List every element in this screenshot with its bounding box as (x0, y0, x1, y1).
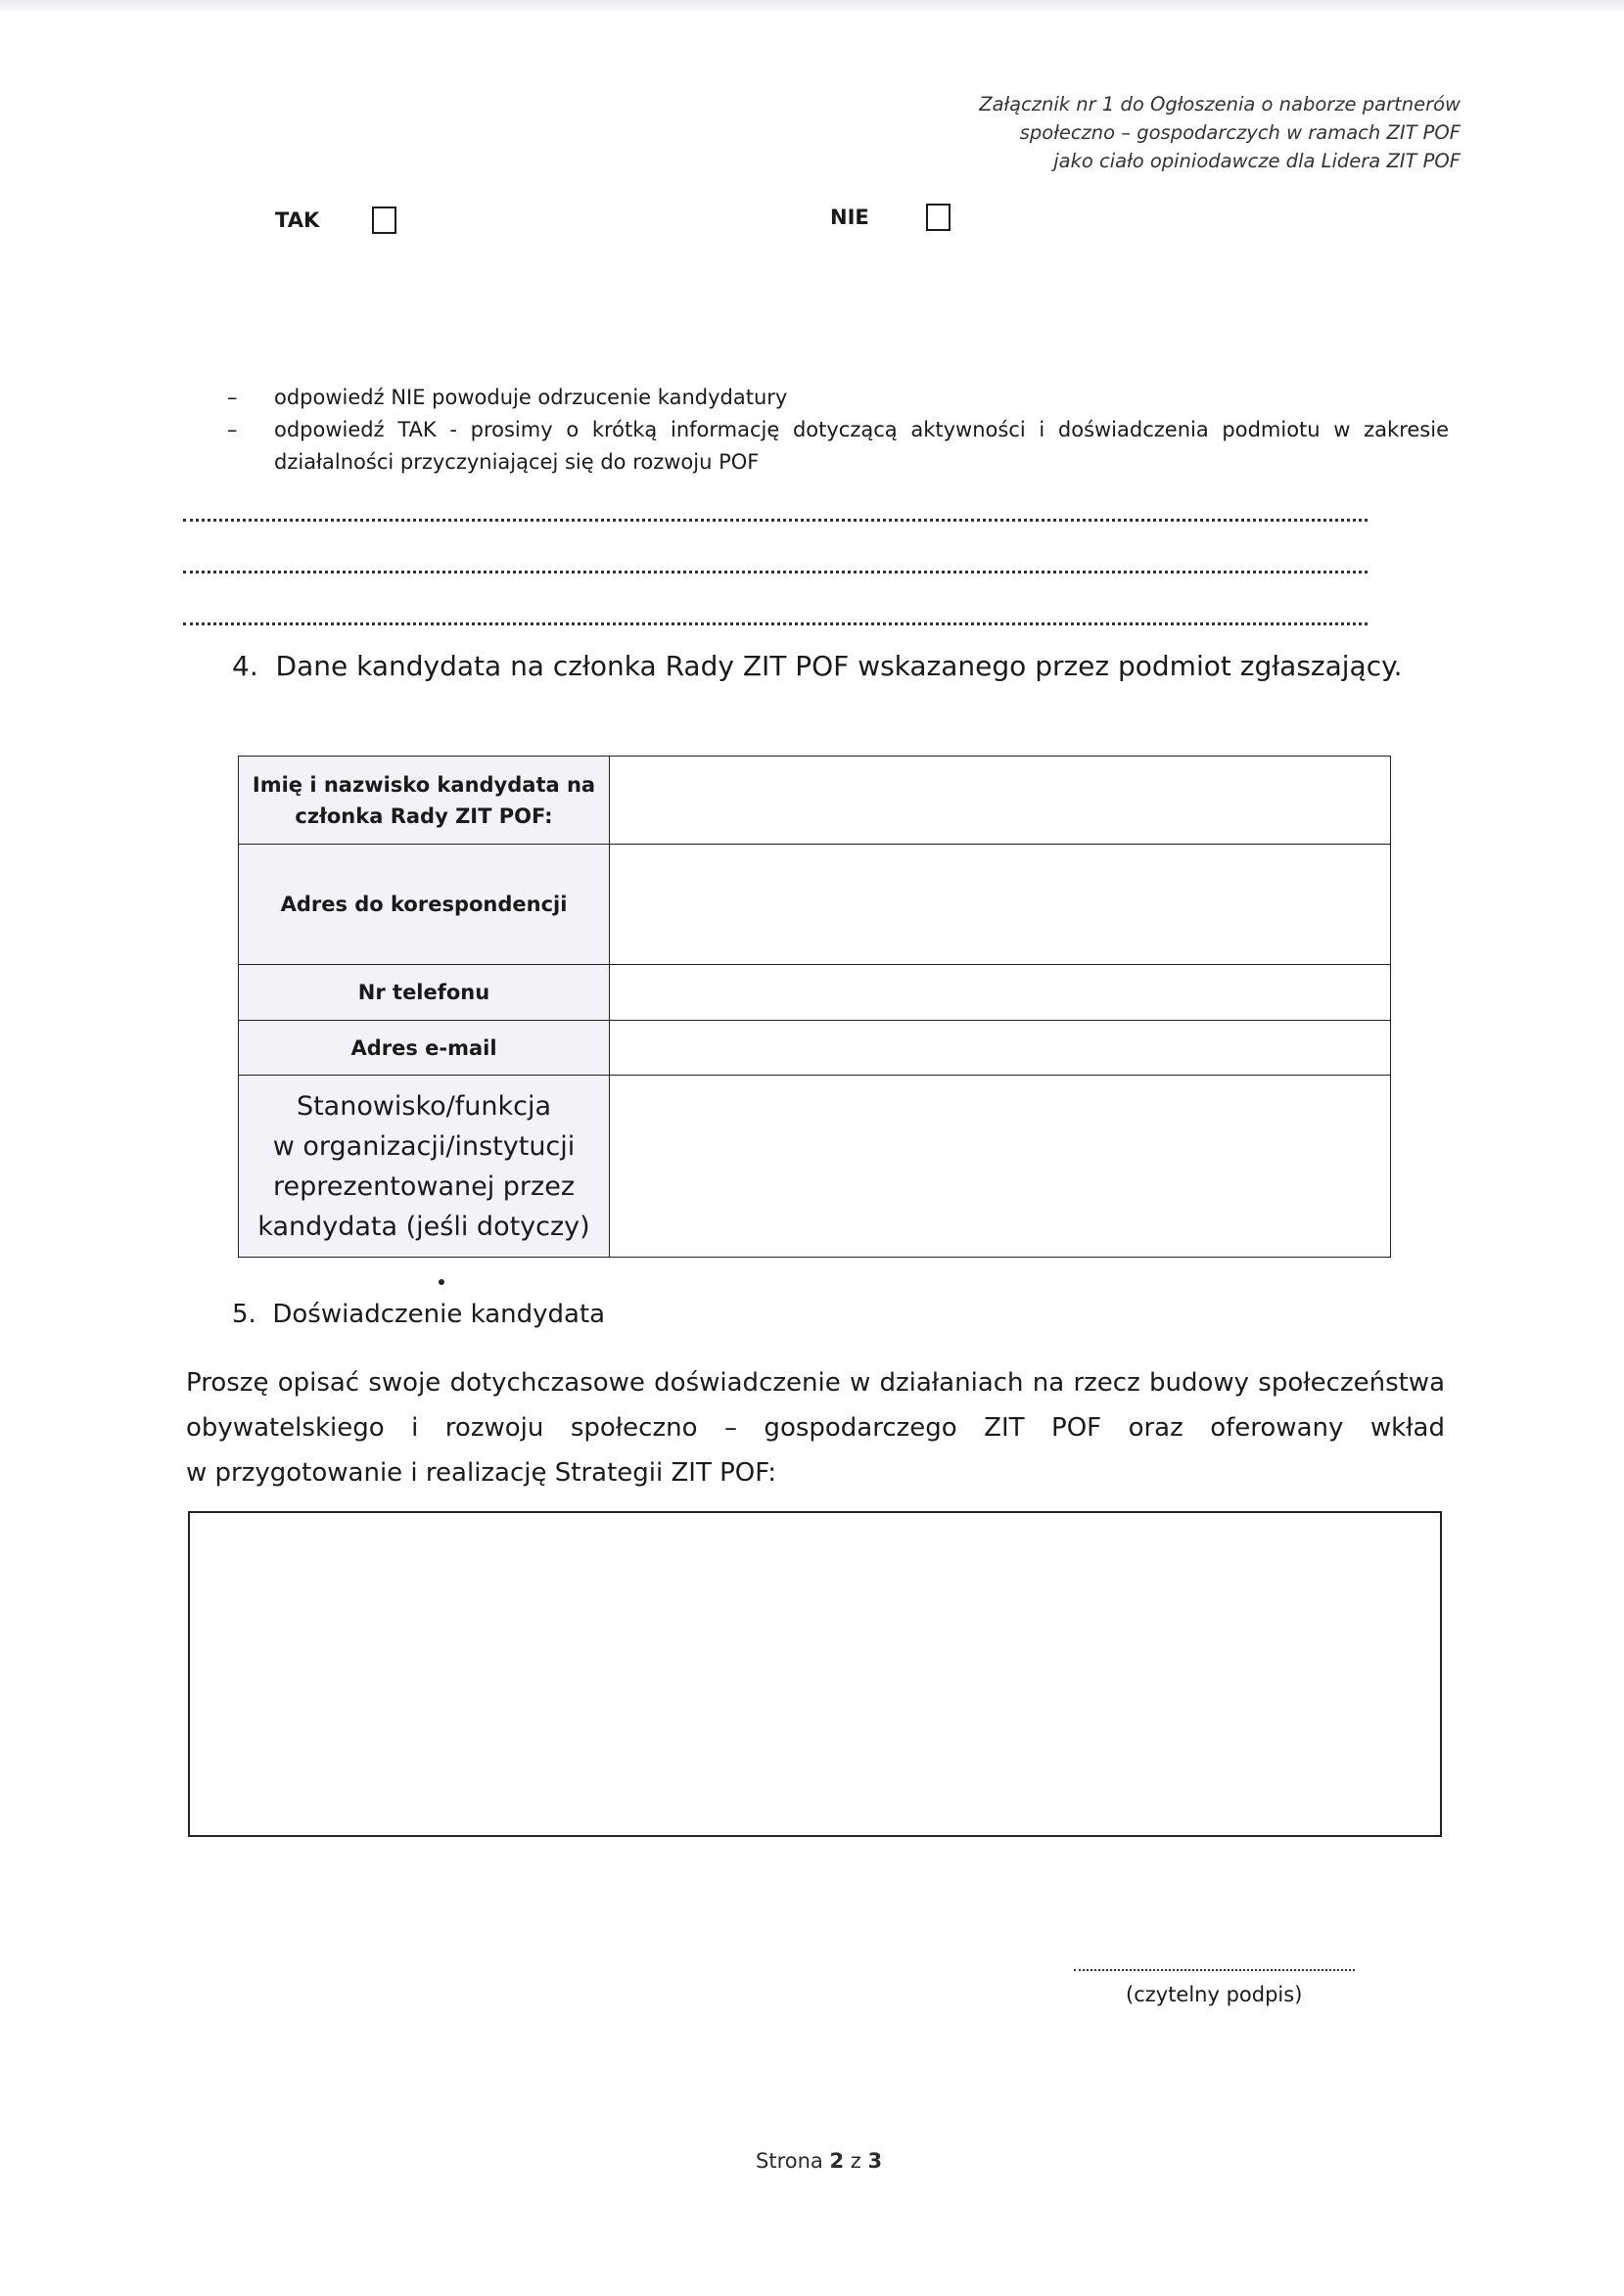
position-field[interactable] (610, 1076, 1391, 1258)
label-line: członka Rady ZIT POF: (295, 804, 553, 828)
stray-dot (439, 1279, 444, 1285)
section-number: 4. (232, 650, 258, 682)
phone-label: Nr telefonu (239, 965, 610, 1021)
position-label (239, 1076, 610, 1258)
yes-checkbox[interactable] (372, 207, 396, 234)
page-separator: z (850, 2149, 861, 2173)
page-total: 3 (867, 2149, 883, 2173)
yes-label: TAK (275, 208, 320, 232)
no-label: NIE (830, 206, 869, 229)
table-row (239, 757, 1391, 845)
label-line: Stanowisko/funkcja (296, 1090, 552, 1122)
prompt-line: obywatelskiego i rozwoju społeczno – gospodarczego ZIT POF oraz oferowany wkład (186, 1413, 1445, 1443)
table-row (239, 1076, 1391, 1258)
section-5-heading (232, 1300, 605, 1329)
name-label (239, 757, 610, 845)
annex-line: Załącznik nr 1 do Ogłoszenia o naborze partnerów (979, 93, 1461, 115)
section-title: Doświadczenie kandydata (272, 1300, 606, 1329)
note-item (227, 382, 1451, 414)
email-field[interactable] (610, 1021, 1391, 1076)
page-number (756, 2149, 882, 2173)
scan-edge (0, 0, 1624, 14)
experience-prompt (186, 1360, 1445, 1495)
annex-header (775, 90, 1461, 175)
signature-line[interactable] (1074, 1969, 1355, 1971)
label-line: kandydata (jeśli dotyczy) (257, 1211, 590, 1242)
name-field[interactable] (610, 757, 1391, 845)
page-prefix: Strona (756, 2149, 823, 2173)
dotted-answer-line[interactable] (183, 622, 1368, 625)
section-number: 5. (232, 1300, 256, 1329)
annex-line: społeczno – gospodarczych w ramach ZIT POF (1019, 121, 1461, 144)
signature-label: (czytelny podpis) (1126, 1983, 1303, 2006)
table-row (239, 1021, 1391, 1076)
note-item (227, 414, 1451, 479)
candidate-data-table (238, 756, 1391, 1258)
no-checkbox[interactable] (926, 204, 951, 231)
note-text-continued: działalności przyczyniającej się do rozwoju POF (274, 450, 760, 474)
notes-list (227, 382, 1451, 479)
label-line: reprezentowanej przez (272, 1171, 575, 1202)
dotted-answer-line[interactable] (183, 519, 1368, 522)
page-current: 2 (829, 2149, 845, 2173)
phone-field[interactable] (610, 965, 1391, 1021)
email-label: Adres e-mail (239, 1021, 610, 1076)
section-title: Dane kandydata na członka Rady ZIT POF wskazanego przez podmiot zgłaszający. (275, 650, 1403, 682)
label-line: w organizacji/instytucji (272, 1130, 576, 1162)
table-row (239, 845, 1391, 965)
prompt-line: w przygotowanie i realizację Strategii ZIT POF: (186, 1458, 776, 1488)
note-text: odpowiedź NIE powoduje odrzucenie kandydatury (274, 386, 788, 409)
label-line: Imię i nazwisko kandydata na (252, 772, 596, 797)
section-4-heading (232, 650, 1403, 682)
experience-answer-box[interactable] (188, 1511, 1442, 1837)
address-label: Adres do korespondencji (239, 845, 610, 965)
table-row (239, 965, 1391, 1021)
prompt-line: Proszę opisać swoje dotychczasowe doświadczenie w działaniach na rzecz budowy społeczeństwa (186, 1368, 1445, 1398)
address-field[interactable] (610, 845, 1391, 965)
dotted-answer-line[interactable] (183, 571, 1368, 574)
note-text: – odpowiedź TAK - prosimy o krótką informację dotyczącą aktywności i doświadczenia podmiotu w zakresie (274, 418, 1449, 441)
annex-line: jako ciało opiniodawcze dla Lidera ZIT POF (1053, 150, 1461, 172)
